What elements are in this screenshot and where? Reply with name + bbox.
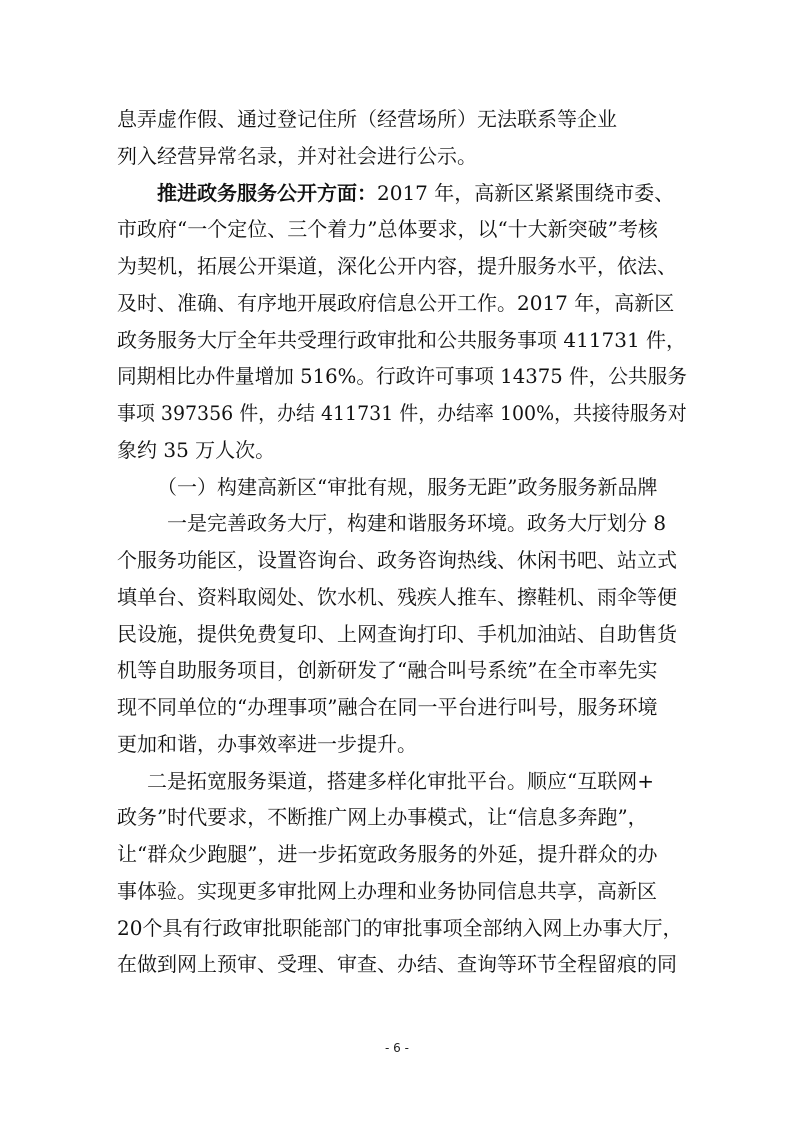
paragraph-2-line-1-text: 2017 年，高新区紧紧围绕市委、: [377, 181, 675, 205]
paragraph-4-line-1: 二是拓宽服务渠道，搭建多样化审批平台。顺应“互联网+: [147, 769, 654, 793]
paragraph-2-line-6: 同期相比办件量增加 516%。行政许可事项 14375 件，公共服务: [117, 364, 687, 388]
paragraph-2-line-8: 象约 35 万人次。: [117, 438, 276, 462]
paragraph-3-line-7: 更加和谐，办事效率进一步提升。: [117, 732, 417, 756]
paragraph-3-line-2: 个服务功能区，设置咨询台、政务咨询热线、休闲书吧、站立式: [117, 548, 677, 572]
paragraph-2-heading: 推进政务服务公开方面：: [157, 181, 377, 205]
paragraph-4-line-3: 让“群众少跑腿”，进一步拓宽政务服务的外延，提升群众的办: [117, 842, 658, 866]
paragraph-3-line-5: 机等自助服务项目，创新研发了“融合叫号系统”在全市率先实: [117, 658, 658, 682]
paragraph-2-line-2: 市政府“一个定位、三个着力”总体要求，以“十大新突破”考核: [117, 217, 658, 241]
paragraph-2-line-5: 政务服务大厅全年共受理行政审批和公共服务事项 411731 件，: [117, 328, 687, 352]
paragraph-4-line-6: 在做到网上预审、受理、审查、办结、查询等环节全程留痕的同: [117, 952, 677, 976]
paragraph-1-line-1: 息弄虚作假、通过登记住所（经营场所）无法联系等企业: [117, 107, 617, 131]
paragraph-2-line-3: 为契机，拓展公开渠道，深化公开内容，提升服务水平，依法、: [117, 254, 677, 278]
section-title: （一）构建高新区“审批有规，服务无距”政务服务新品牌: [157, 475, 658, 499]
paragraph-2-line-7: 事项 397356 件，办结 411731 件，办结率 100%，共接待服务对: [117, 401, 687, 425]
paragraph-2-line-1: [157, 178, 687, 208]
paragraph-4-line-4: 事体验。实现更多审批网上办理和业务协同信息共享，高新区: [117, 879, 657, 903]
paragraph-3-line-1: 一是完善政务大厅，构建和谐服务环境。政务大厅划分 8: [167, 511, 667, 535]
paragraph-2-line-4: 及时、准确、有序地开展政府信息公开工作。2017 年，高新区: [117, 291, 675, 315]
paragraph-3-line-6: 现不同单位的“办理事项”融合在同一平台进行叫号，服务环境: [117, 695, 658, 719]
page-number: - 6 -: [385, 1041, 409, 1055]
paragraph-3-line-4: 民设施，提供免费复印、上网查询打印、手机加油站、自助售货: [117, 622, 677, 646]
paragraph-4-line-2: 政务”时代要求，不断推广网上办事模式，让“信息多奔跑”，: [117, 805, 648, 829]
paragraph-1-line-2: 列入经营异常名录，并对社会进行公示。: [117, 144, 477, 168]
paragraph-3-line-3: 填单台、资料取阅处、饮水机、残疾人推车、擦鞋机、雨伞等便: [117, 585, 677, 609]
paragraph-4-line-5: 20个具有行政审批职能部门的审批事项全部纳入网上办事大厅，: [117, 916, 683, 940]
